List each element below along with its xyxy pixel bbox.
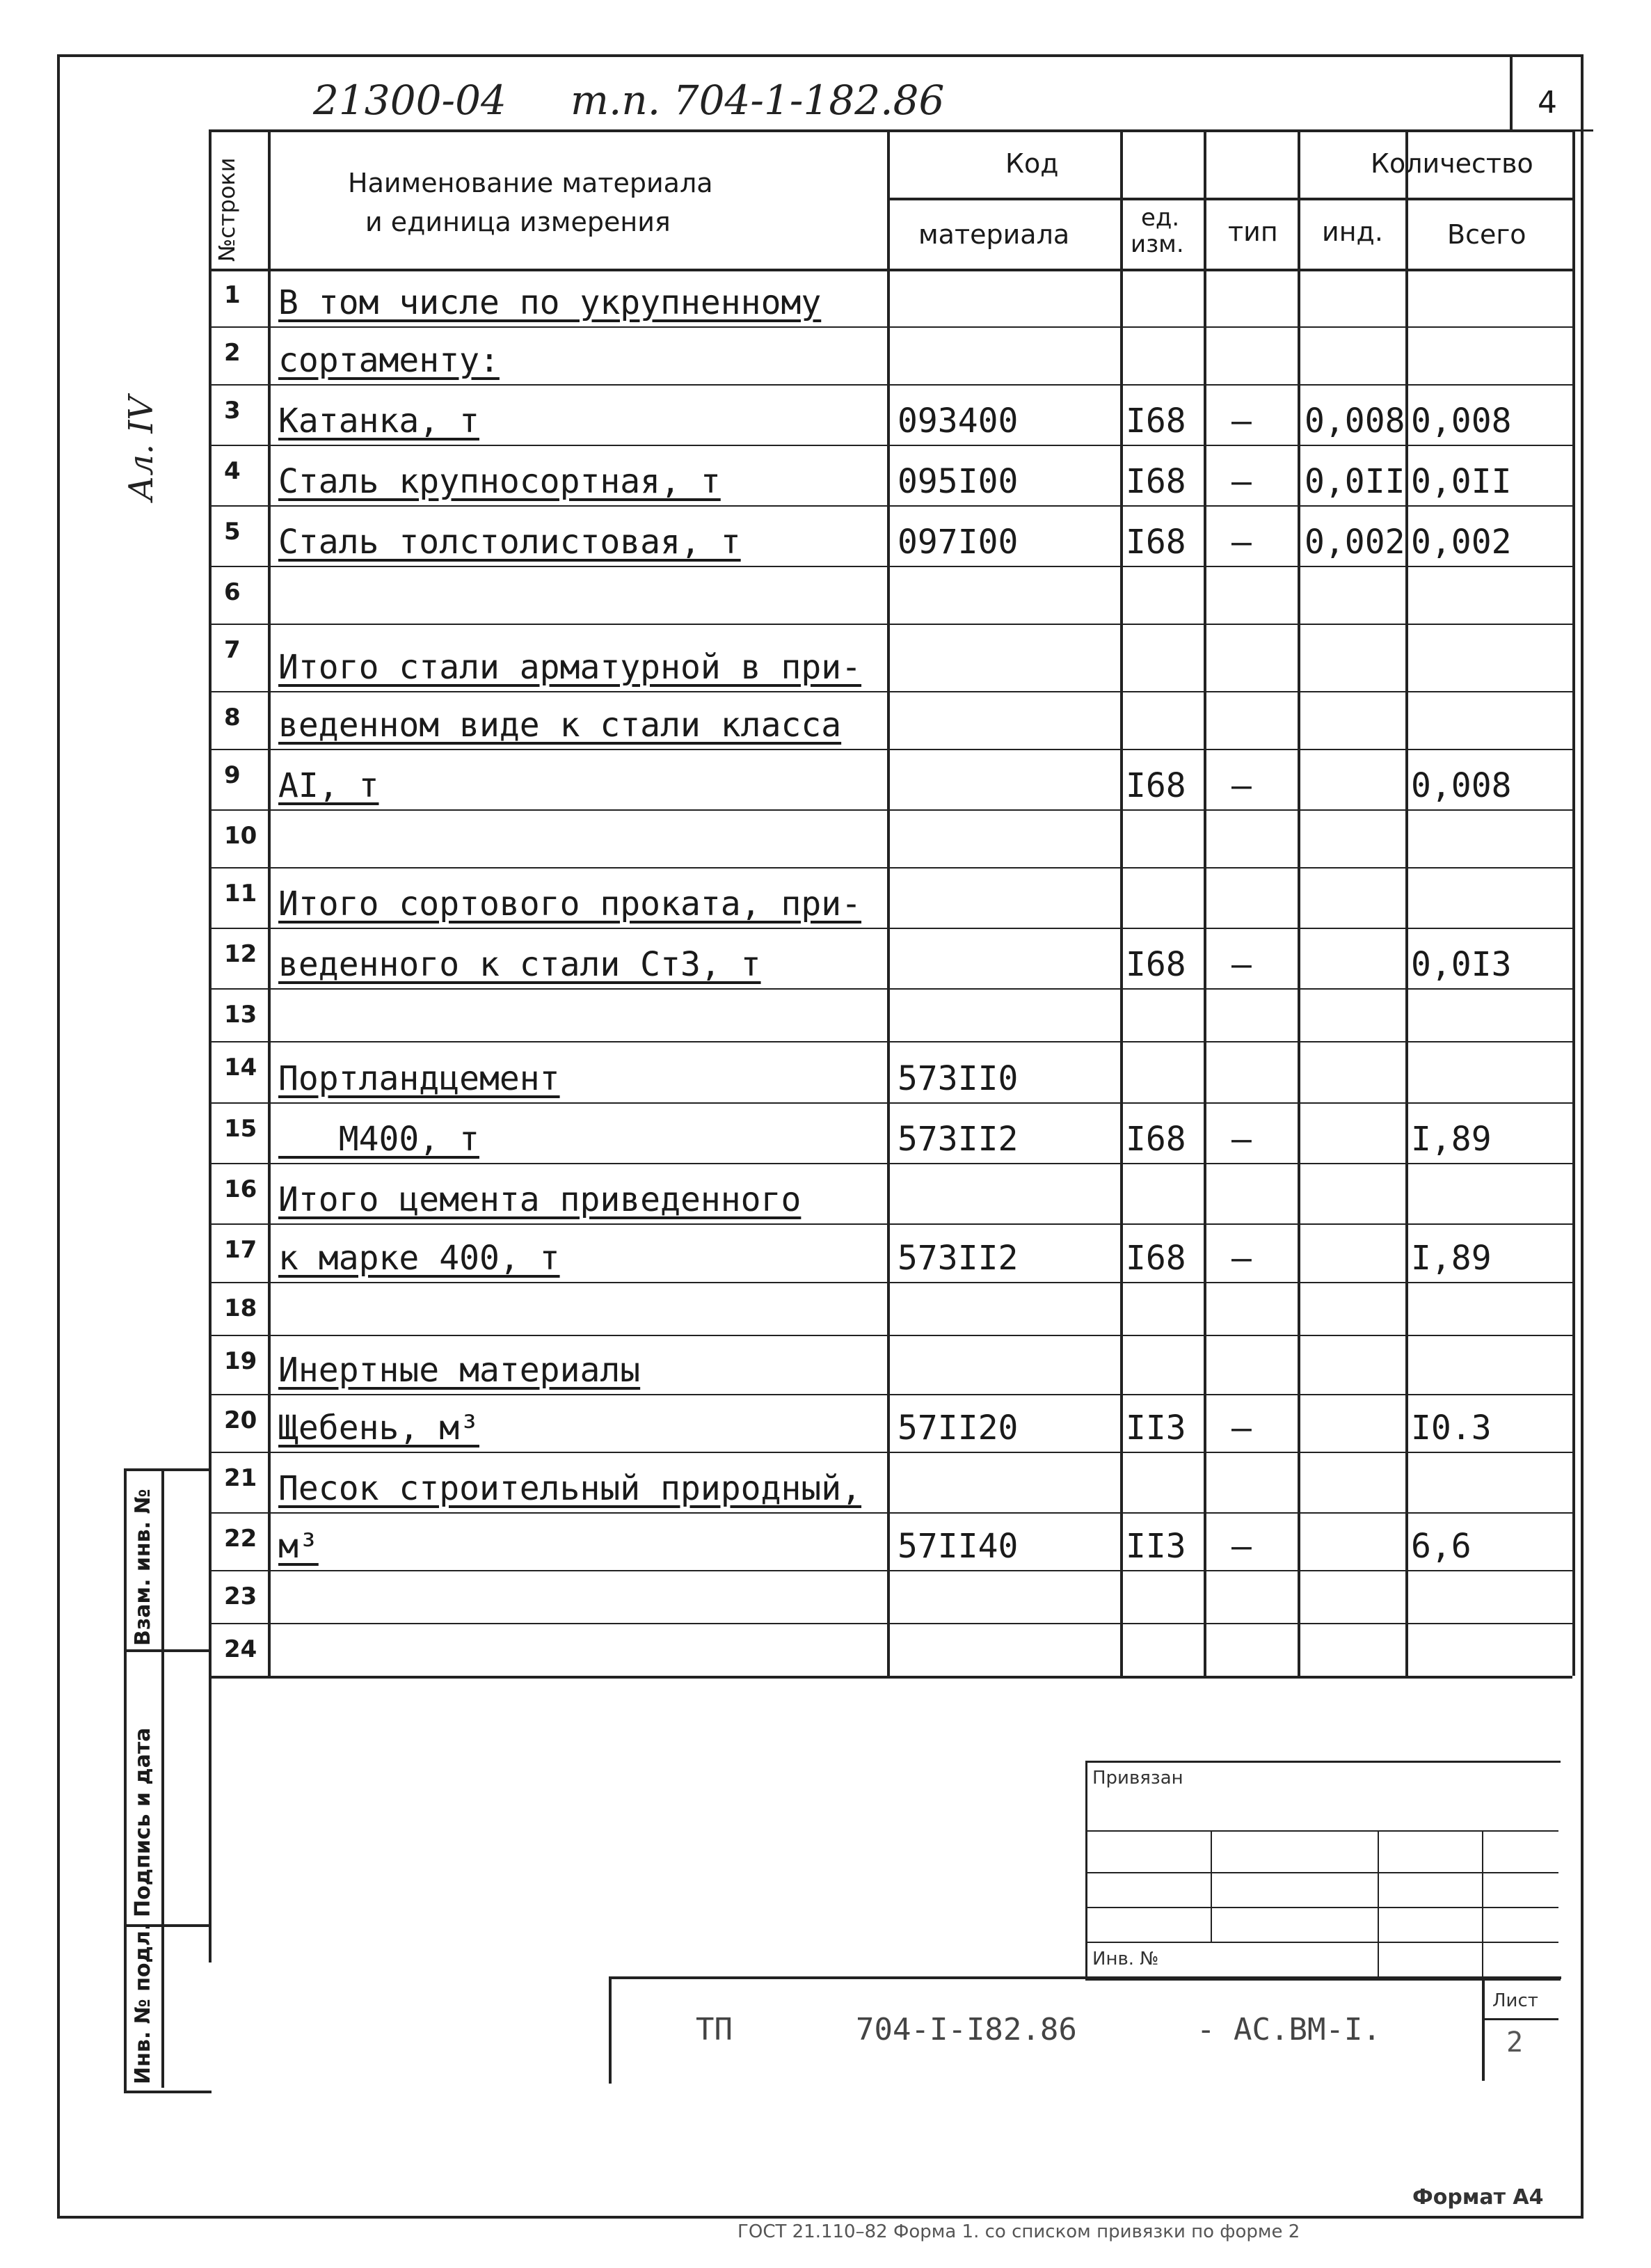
title-block xyxy=(609,1976,1561,2084)
row-name: Сталь крупносортная, т xyxy=(278,462,721,501)
row-name: Щебень, м³ xyxy=(278,1409,479,1448)
table-hline xyxy=(209,1623,1572,1624)
format-label: Формат А4 xyxy=(1412,2185,1544,2210)
row-name: веденного к стали Ст3, т xyxy=(278,945,761,984)
table-hline xyxy=(209,928,1572,929)
table-hline xyxy=(209,384,1572,386)
row-unit: I68 xyxy=(1126,945,1186,984)
row-number: 2 xyxy=(224,339,241,367)
row-number: 7 xyxy=(224,636,241,664)
table-vline xyxy=(1204,129,1206,1676)
table-hline xyxy=(209,1335,1572,1336)
row-total: 0,002 xyxy=(1411,523,1512,562)
row-total: I,89 xyxy=(1411,1239,1492,1278)
sheet-row-line xyxy=(1482,2018,1558,2020)
table-hline xyxy=(209,1223,1572,1225)
col-header-row-no: №строки xyxy=(214,157,240,262)
row-type: – xyxy=(1231,1527,1252,1566)
row-number: 24 xyxy=(224,1635,257,1663)
row-number: 6 xyxy=(224,578,241,606)
title-prefix: ТП xyxy=(696,2012,733,2047)
table-hline xyxy=(209,809,1572,811)
col-header-ind: инд. xyxy=(1322,216,1383,247)
table-hline xyxy=(209,1102,1572,1104)
side-stamp-divider-v xyxy=(161,1468,164,2088)
row-name: Инертные материалы xyxy=(278,1351,641,1390)
table-hline xyxy=(887,198,1572,200)
binding-row-2 xyxy=(1085,1872,1558,1873)
row-code: 095I00 xyxy=(898,462,1019,501)
table-vline xyxy=(268,129,271,1676)
col-header-code-material: материала xyxy=(918,219,1070,250)
row-name: Песок строительный природный, xyxy=(278,1469,862,1508)
side-label-vzam: Взам. инв. № xyxy=(131,1489,155,1646)
row-type: – xyxy=(1231,945,1252,984)
row-code: 573II2 xyxy=(898,1120,1019,1159)
row-type: – xyxy=(1231,766,1252,805)
row-ind: 0,0II xyxy=(1305,462,1405,501)
row-number: 10 xyxy=(224,822,257,850)
row-unit: I68 xyxy=(1126,462,1186,501)
table-hline xyxy=(209,1512,1572,1514)
row-type: – xyxy=(1231,402,1252,441)
materials-table xyxy=(209,129,1572,1663)
row-unit: I68 xyxy=(1126,766,1186,805)
row-code: 57II40 xyxy=(898,1527,1019,1566)
table-vline xyxy=(1405,129,1408,1676)
row-number: 1 xyxy=(224,281,241,309)
row-type: – xyxy=(1231,1120,1252,1159)
title-suffix: - АС.ВМ-I. xyxy=(1197,2012,1381,2047)
col-header-type: тип xyxy=(1228,216,1278,247)
col-header-unit-1: ед. xyxy=(1141,204,1180,232)
page-number-box-line xyxy=(1510,54,1513,131)
title-number: 704-I-I82.86 xyxy=(856,2012,1077,2047)
row-code: 093400 xyxy=(898,402,1019,441)
table-vline xyxy=(1120,129,1123,1676)
row-name: веденном виде к стали класса xyxy=(278,706,842,745)
row-code: 57II20 xyxy=(898,1409,1019,1448)
sheet-value: 2 xyxy=(1506,2027,1524,2059)
project-number: т.п. 704-1-182.86 xyxy=(571,77,945,124)
table-hline xyxy=(209,1163,1572,1164)
row-name: Итого цемента приведенного xyxy=(278,1180,801,1219)
binding-col-3 xyxy=(1482,1830,1483,1976)
row-unit: II3 xyxy=(1126,1527,1186,1566)
row-type: – xyxy=(1231,462,1252,501)
row-number: 19 xyxy=(224,1347,257,1375)
table-hline xyxy=(209,326,1572,328)
row-unit: II3 xyxy=(1126,1409,1186,1448)
row-number: 22 xyxy=(224,1525,257,1553)
table-hline xyxy=(209,1282,1572,1283)
row-name: Портландцемент xyxy=(278,1059,560,1098)
row-total: 0,0II xyxy=(1411,462,1512,501)
table-hline xyxy=(209,1570,1572,1571)
sheet-label: Лист xyxy=(1492,1990,1538,2011)
row-number: 13 xyxy=(224,1001,257,1029)
binding-row-4 xyxy=(1085,1942,1558,1943)
row-name: к марке 400, т xyxy=(278,1239,560,1278)
sheet-col-line xyxy=(1482,1976,1485,2081)
row-name: AI, т xyxy=(278,766,379,805)
side-note: Ал. IV xyxy=(122,395,161,501)
row-number: 18 xyxy=(224,1294,257,1322)
row-name: м³ xyxy=(278,1527,319,1566)
row-total: I0.3 xyxy=(1411,1409,1492,1448)
row-number: 20 xyxy=(224,1406,257,1434)
row-number: 16 xyxy=(224,1175,257,1203)
col-header-name-1: Наименование материала xyxy=(348,168,713,198)
row-code: 573II0 xyxy=(898,1059,1019,1098)
side-stamp-divider-1 xyxy=(124,1649,209,1652)
side-label-inv: Инв. № подл. xyxy=(131,1922,155,2084)
binding-inv-label: Инв. № xyxy=(1092,1949,1159,1969)
row-total: 0,0I3 xyxy=(1411,945,1512,984)
row-type: – xyxy=(1231,1239,1252,1278)
table-hline xyxy=(209,269,1572,271)
col-header-qty: Количество xyxy=(1371,148,1533,179)
table-vline xyxy=(887,129,890,1676)
row-number: 5 xyxy=(224,518,241,546)
binding-title: Привязан xyxy=(1092,1768,1183,1789)
doc-number: 21300-04 xyxy=(313,77,507,124)
row-unit: I68 xyxy=(1126,1120,1186,1159)
table-hline xyxy=(209,691,1572,692)
standard-note: ГОСТ 21.110–82 Форма 1. со списком привязки по форме 2 xyxy=(737,2221,1300,2242)
table-hline xyxy=(209,988,1572,990)
row-number: 12 xyxy=(224,940,257,968)
table-hline xyxy=(209,749,1572,750)
row-number: 3 xyxy=(224,397,241,425)
binding-col-2 xyxy=(1378,1830,1379,1976)
table-hline xyxy=(209,445,1572,446)
col-header-unit-2: изм. xyxy=(1131,230,1184,258)
row-name: Итого стали арматурной в при- xyxy=(278,648,862,687)
row-name: Сталь толстолистовая, т xyxy=(278,523,741,562)
row-total: 0,008 xyxy=(1411,766,1512,805)
row-name: В том числе по укрупненному xyxy=(278,283,822,322)
row-total: 0,008 xyxy=(1411,402,1512,441)
row-name: М400, т xyxy=(278,1120,479,1159)
col-header-name-2: и единица измерения xyxy=(365,207,671,237)
row-number: 17 xyxy=(224,1236,257,1264)
row-number: 4 xyxy=(224,457,241,485)
row-unit: I68 xyxy=(1126,523,1186,562)
row-number: 14 xyxy=(224,1054,257,1081)
row-number: 15 xyxy=(224,1115,257,1143)
binding-row-1 xyxy=(1085,1830,1558,1832)
table-hline xyxy=(209,1676,1572,1679)
side-label-sign: Подпись и дата xyxy=(131,1727,155,1917)
row-code: 573II2 xyxy=(898,1239,1019,1278)
row-type: – xyxy=(1231,523,1252,562)
row-ind: 0,008 xyxy=(1305,402,1405,441)
row-name: сортаменту: xyxy=(278,341,500,380)
row-number: 23 xyxy=(224,1583,257,1610)
row-ind: 0,002 xyxy=(1305,523,1405,562)
page-number: 4 xyxy=(1538,85,1557,120)
table-hline xyxy=(209,1394,1572,1395)
row-name: Итого сортового проката, при- xyxy=(278,885,862,923)
table-hline xyxy=(209,1041,1572,1042)
table-hline xyxy=(209,1452,1572,1453)
row-number: 9 xyxy=(224,761,241,789)
table-hline xyxy=(209,566,1572,567)
row-number: 8 xyxy=(224,704,241,731)
binding-row-3 xyxy=(1085,1907,1558,1908)
row-name: Катанка, т xyxy=(278,402,479,441)
row-code: 097I00 xyxy=(898,523,1019,562)
row-number: 11 xyxy=(224,880,257,907)
row-number: 21 xyxy=(224,1464,257,1492)
table-hline xyxy=(209,624,1572,625)
table-hline xyxy=(209,505,1572,507)
row-total: 6,6 xyxy=(1411,1527,1471,1566)
table-hline xyxy=(209,129,1572,132)
binding-block xyxy=(1085,1761,1561,1981)
row-unit: I68 xyxy=(1126,1239,1186,1278)
binding-col-1 xyxy=(1211,1830,1212,1942)
row-type: – xyxy=(1231,1409,1252,1448)
table-vline xyxy=(1298,129,1300,1676)
table-hline xyxy=(209,867,1572,869)
col-header-code: Код xyxy=(1005,148,1059,179)
col-header-total: Всего xyxy=(1447,219,1526,250)
row-unit: I68 xyxy=(1126,402,1186,441)
row-total: I,89 xyxy=(1411,1120,1492,1159)
table-vline xyxy=(1572,129,1575,1676)
